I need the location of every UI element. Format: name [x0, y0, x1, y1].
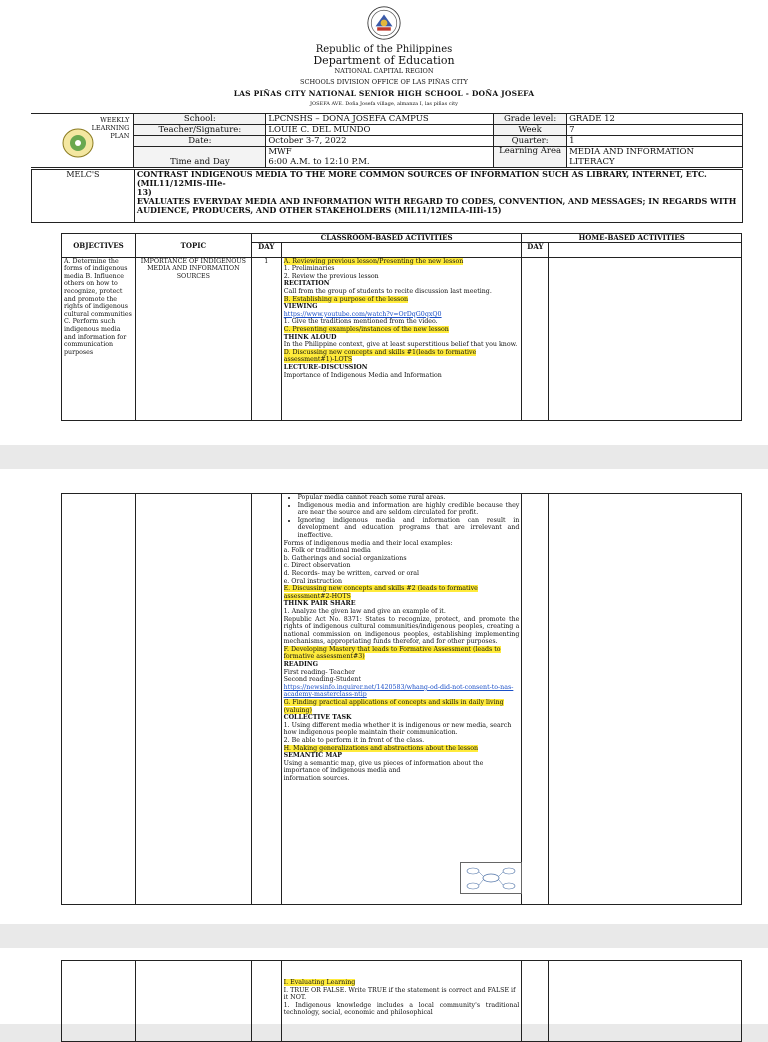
grade-label: Grade level: [494, 114, 567, 125]
activity-row [284, 570, 520, 578]
activity-strategy: COLLECTIVE TASK [283, 714, 352, 722]
activity-strategy: VIEWING [283, 303, 318, 311]
home-day-cell-cont [522, 494, 549, 905]
quarter-value: 1 [567, 136, 743, 147]
activity-row [284, 341, 520, 349]
day-cell: 1 [251, 257, 281, 420]
school-address: JOSEFA AVE. Doña Josefa village, almanza I, las piñas city [310, 101, 458, 107]
objectives-cell: A. Determine the forms of indigenous media B. Influence others on how to recognize, protect and promote the rights of indigenous cultural communities C. Perform such indigenous media and information for communication purposes [62, 257, 136, 420]
activity-text: b. Gatherings and social organizations [283, 554, 407, 562]
melc-line-3: EVALUATES EVERYDAY MEDIA AND INFORMATION WITH REGARD TO CODES, CONVENTION, AND MESSAGES; IN REGARDS WITH AUDIENCE, PRODUCERS, AND OTHER STAKEHOLDERS (MIL11/12MILA-IIIi-15) [136, 196, 737, 215]
time-value [266, 147, 494, 168]
activity-row [284, 684, 520, 699]
activities-table-continued [61, 493, 742, 905]
activities-table [61, 233, 742, 421]
area-value: MEDIA AND INFORMATION LITERACY [567, 147, 743, 168]
activity-row [284, 296, 520, 304]
week-value: 7 [567, 125, 743, 136]
activity-text: 1. Give the traditions mentioned from the video. [283, 318, 438, 326]
activity-text: information sources. [283, 774, 350, 782]
semantic-map-thumbnail-icon [460, 862, 522, 894]
activity-row [284, 661, 520, 669]
activities-table-continued-2 [61, 960, 742, 1042]
activity-row [284, 646, 520, 661]
days-value: MWF [268, 147, 292, 157]
activity-row [284, 288, 520, 296]
activity-row [284, 349, 520, 364]
classroom-header: CLASSROOM-BASED ACTIVITIES [251, 234, 522, 243]
activity-text: c. Direct observation [283, 562, 351, 570]
time-label: Time and Day [134, 147, 266, 168]
melc-line-1: CONTRAST INDIGENOUS MEDIA TO THE MORE COMMON SOURCES OF INFORMATION SUCH AS LIBRARY, INTERNET, ETC. (MIL11/12MIS-IIIe- [136, 169, 707, 188]
activity-row [284, 258, 520, 266]
department-text: Department of Education [313, 54, 455, 67]
activity-row [284, 364, 520, 372]
activity-strategy: THINK ALOUD [283, 333, 337, 341]
activity-row [284, 578, 520, 586]
activity-row [284, 714, 520, 722]
area-label: Learning Area [494, 147, 567, 168]
activity-row [284, 372, 520, 380]
activity-heading: H. Making generalizations and abstractions about the lesson [283, 744, 479, 752]
activity-heading: G. Finding practical applications of concepts and skills in daily living (valuing) [283, 699, 504, 714]
bullet-item: • Ignoring indigenous media and information can result in development and education programs that are irrelevant and ineffective. [298, 517, 520, 540]
activity-row [284, 585, 520, 600]
school-name: LAS PIÑAS CITY NATIONAL SENIOR HIGH SCHOOL - DOÑA JOSEFA [233, 89, 535, 98]
activity-text: Call from the group of students to recite discussion last meeting. [283, 287, 492, 295]
objectives-cell-cont-2 [62, 961, 136, 1042]
activity-row [284, 745, 520, 753]
activity-text: I. TRUE OR FALSE. Write TRUE if the statement is correct and FALSE if it NOT. [283, 986, 516, 1002]
melc-table [31, 169, 743, 223]
activity-row [284, 326, 520, 334]
quarter-label: Quarter: [494, 136, 567, 147]
day-header: DAY [251, 242, 281, 257]
activity-heading: A. Reviewing previous lesson/Presenting the new lesson [283, 257, 464, 265]
region-text: NATIONAL CAPITAL REGION [334, 67, 434, 75]
classroom-subheader [281, 242, 522, 257]
page-1 [0, 0, 768, 445]
activity-text: 1. Preliminaries [283, 265, 335, 273]
activity-row [284, 608, 520, 616]
home-activities-cell-cont [549, 494, 742, 905]
activity-text: In the Philippine context, give at least superstitious belief that you know. [283, 341, 518, 349]
grade-value: GRADE 12 [567, 114, 743, 125]
activity-row [284, 676, 520, 684]
activity-text: Second reading-Student [283, 676, 362, 684]
activities-cell-page2 [281, 494, 522, 905]
bullet-item: • Popular media cannot reach some rural areas. [298, 494, 520, 502]
home-subheader [549, 242, 742, 257]
activity-heading: F. Developing Mastery that leads to Formative Assessment (leads to formative assessment#3) [283, 645, 501, 661]
topic-cell-cont [135, 494, 251, 905]
day-cell-cont [251, 494, 281, 905]
teacher-value: LOUIE C. DEL MUNDO [266, 125, 494, 136]
melc-label: MELC'S [32, 170, 135, 223]
date-label: Date: [134, 136, 266, 147]
activity-link[interactable]: https://newsinfo.inquirer.net/1420583/whang-od-did-not-consent-to-nas-academy-masterclass-ntip [283, 683, 514, 699]
activity-row [284, 987, 520, 1002]
activity-strategy: READING [283, 661, 319, 669]
activity-heading: E. Discussing new concepts and skills #2 (leads to formative assessment#2-HOTS [283, 585, 478, 600]
activity-text: 1. Using different media whether it is indigenous or new media, search how indigenous people maintain their communication. [283, 721, 512, 737]
activity-row [284, 303, 520, 311]
weekly-plan-cell [31, 114, 134, 168]
activity-text: First reading- Teacher [283, 668, 355, 676]
activity-row [284, 555, 520, 563]
school-value: LPCNSHS – DOÑA JOSEFA CAMPUS [266, 114, 494, 125]
objectives-header: OBJECTIVES [62, 234, 136, 258]
activity-row [284, 273, 520, 281]
plan-label-line3: PLAN [110, 132, 130, 140]
home-day-header: DAY [522, 242, 549, 257]
activity-text: Importance of Indigenous Media and Information [283, 371, 442, 379]
activity-text: 1. Indigenous knowledge includes a local community's traditional technology, social, economic and philosophical [283, 1001, 520, 1017]
deped-seal-icon [367, 6, 401, 40]
activity-row [284, 616, 520, 646]
topic-cell: IMPORTANCE OF INDIGENOUS MEDIA AND INFORMATION SOURCES [135, 257, 251, 420]
school-label: School: [134, 114, 266, 125]
activities-cell-page1 [281, 257, 522, 420]
activity-row [284, 311, 520, 319]
plan-label-line1: WEEKLY [100, 116, 130, 124]
activity-text: 2. Be able to perform it in front of the class. [283, 737, 425, 744]
page-2 [0, 469, 768, 924]
activity-text: Using a semantic map, give us pieces of information about the importance of indigenous media and [283, 759, 484, 775]
activity-row [284, 669, 520, 677]
topic-cell-cont-2 [135, 961, 251, 1042]
page-3 [0, 948, 768, 1024]
topic-header: TOPIC [135, 234, 251, 258]
activity-row [284, 722, 520, 737]
activity-text: e. Oral instruction [283, 577, 343, 585]
home-day-cell [522, 257, 549, 420]
melc-line-2: 13) [136, 187, 152, 197]
activity-text: 1. Analyze the given law and give an example of it. [283, 607, 446, 615]
activity-row [284, 318, 520, 326]
bullet-item: • Indigenous media and information are highly credible because they are near the source and are seldom circulated for profit. [298, 502, 520, 517]
school-logo-icon [62, 128, 94, 158]
home-day-cell-cont-2 [522, 961, 549, 1042]
day-cell-cont-2 [251, 961, 281, 1042]
activity-row [284, 280, 520, 288]
activity-row [284, 600, 520, 608]
home-activities-cell-cont-2 [549, 961, 742, 1042]
activity-row [284, 547, 520, 555]
activity-row [284, 265, 520, 273]
activity-strategy: THINK PAIR SHARE [283, 600, 356, 608]
activity-strategy: RECITATION [283, 280, 330, 288]
activity-text: Republic Act No. 8371: States to recognize, protect, and promote the rights of indigenous cultural communities/indigenous peoples, creating a national commission on indigenous peoples, establishing implementing mechanisms, appropriating funds therefor, and for other purposes. [283, 615, 520, 646]
activity-row [284, 1002, 520, 1017]
activity-row [284, 752, 520, 760]
activity-row [284, 775, 520, 783]
activity-heading: B. Establishing a purpose of the lesson [283, 295, 409, 303]
objectives-cell-cont [62, 494, 136, 905]
melc-content [134, 170, 742, 223]
home-header: HOME-BASED ACTIVITIES [522, 234, 742, 243]
activity-heading: C. Presenting examples/instances of the new lesson [283, 325, 449, 333]
plan-info-table [31, 113, 743, 168]
activity-text: d. Records- may be written, carved or oral [283, 569, 420, 577]
republic-text: Republic of the Philippines [315, 44, 453, 55]
teacher-label: Teacher/Signature: [134, 125, 266, 136]
activities-cell-page3 [281, 961, 522, 1042]
division-text: SCHOOLS DIVISION OFFICE OF LAS PIÑAS CITY [300, 78, 468, 86]
activity-heading: I. Evaluating Learning [283, 979, 356, 986]
activity-text: Forms of indigenous media and their local examples: [283, 539, 453, 547]
activity-text: a. Folk or traditional media [283, 547, 371, 555]
plan-label-line2: LEARNING [91, 124, 130, 132]
activity-row [284, 737, 520, 745]
activity-row [284, 979, 520, 987]
home-activities-cell [549, 257, 742, 420]
activity-link[interactable]: https://www.youtube.com/watch?v=OrDqG0qxQ0 [283, 310, 442, 318]
activity-strategy: SEMANTIC MAP [283, 752, 342, 760]
activity-text: 2. Review the previous lesson [283, 272, 379, 280]
activity-heading: D. Discussing new concepts and skills #1(leads to formative assessment#1)-LOTS [283, 348, 477, 364]
activity-row [284, 699, 520, 714]
activity-row [284, 760, 520, 775]
activity-row [284, 334, 520, 342]
activity-strategy: LECTURE-DISCUSSION [283, 363, 368, 371]
time-range-value: 6:00 A.M. to 12:10 P.M. [268, 157, 370, 167]
date-value: October 3-7, 2022 [266, 136, 494, 147]
activity-row [284, 540, 520, 548]
week-label: Week [494, 125, 567, 136]
activity-row [284, 562, 520, 570]
